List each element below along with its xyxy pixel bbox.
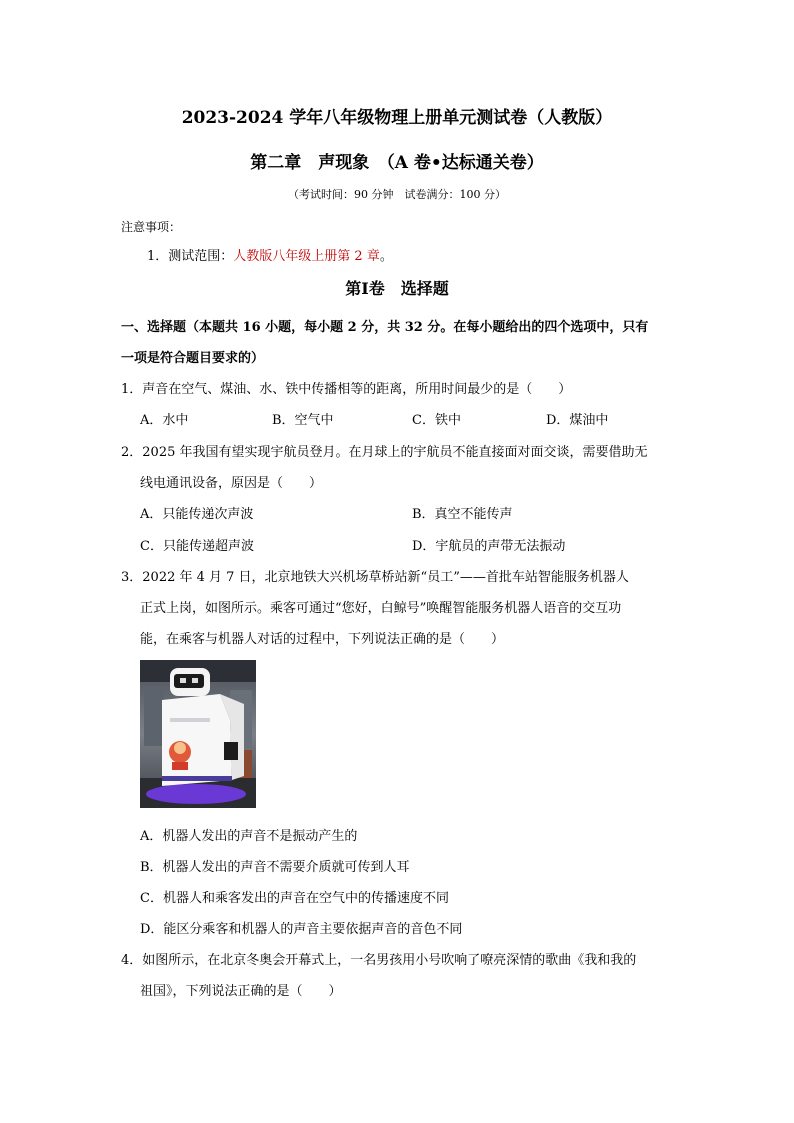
notes-label: 注意事项： (121, 220, 182, 234)
q3-option-a: A．机器人发出的声音不是振动产生的 (140, 829, 358, 844)
exam-subtitle: 第二章 声现象 （A 卷•达标通关卷） (250, 153, 544, 173)
exam-title: 2023-2024 学年八年级物理上册单元测试卷（人教版） (181, 108, 613, 128)
note-prefix: 1．测试范围： (147, 249, 234, 264)
q3-stem-line2: 正式上岗，如图所示。乘客可通过“您好，白鲸号”唤醒智能服务机器人语音的交互功 (140, 601, 622, 616)
q2-stem-line1: 2．2025 年我国有望实现宇航员登月。在月球上的宇航员不能直接面对面交谈，需要借助无 (121, 445, 648, 460)
q3-stem-line3: 能，在乘客与机器人对话的过程中，下列说法正确的是（ ） (140, 632, 505, 647)
q3-option-b: B．机器人发出的声音不需要介质就可传到人耳 (140, 860, 410, 875)
q3-option-c: C．机器人和乘客发出的声音在空气中的传播速度不同 (140, 891, 449, 906)
q1-option-b: B．空气中 (272, 413, 334, 428)
q1-option-d: D．煤油中 (546, 413, 609, 428)
q2-option-a: A．只能传递次声波 (140, 507, 254, 522)
section-title: 第Ⅰ卷 选择题 (345, 279, 449, 298)
part-instructions-line2: 一项是符合题目要求的） (121, 351, 265, 366)
robot-photo (140, 660, 256, 808)
note-suffix: 。 (379, 249, 393, 264)
q1-option-a: A．水中 (140, 413, 189, 428)
q2-stem-line2: 线电通讯设备，原因是（ ） (140, 476, 323, 491)
q1-stem: 1．声音在空气、煤油、水、铁中传播相等的距离，所用时间最少的是（ ） (121, 382, 572, 397)
q4-stem-line2: 祖国》，下列说法正确的是（ ） (140, 984, 342, 999)
note-scope: 人教版八年级上册第 2 章 (233, 249, 380, 264)
part-instructions-line1: 一、选择题（本题共 16 小题，每小题 2 分，共 32 分。在每小题给出的四个选项中，只有 (121, 320, 649, 335)
q1-option-c: C．铁中 (412, 413, 461, 428)
q4-stem-line1: 4．如图所示，在北京冬奥会开幕式上，一名男孩用小号吹响了嘹亮深情的歌曲《我和我的 (121, 953, 637, 968)
q2-option-b: B．真空不能传声 (412, 507, 513, 522)
exam-info: （考试时间：90 分钟 试卷满分：100 分） (288, 188, 506, 201)
q2-option-d: D．宇航员的声带无法振动 (412, 539, 566, 554)
q2-option-c: C．只能传递超声波 (140, 539, 254, 554)
note-item-1 (147, 245, 393, 264)
q3-stem-line1: 3．2022 年 4 月 7 日，北京地铁大兴机场草桥站新“员工”——首批车站智能服务机器人 (121, 570, 629, 585)
q3-option-d: D．能区分乘客和机器人的声音主要依据声音的音色不同 (140, 922, 463, 937)
